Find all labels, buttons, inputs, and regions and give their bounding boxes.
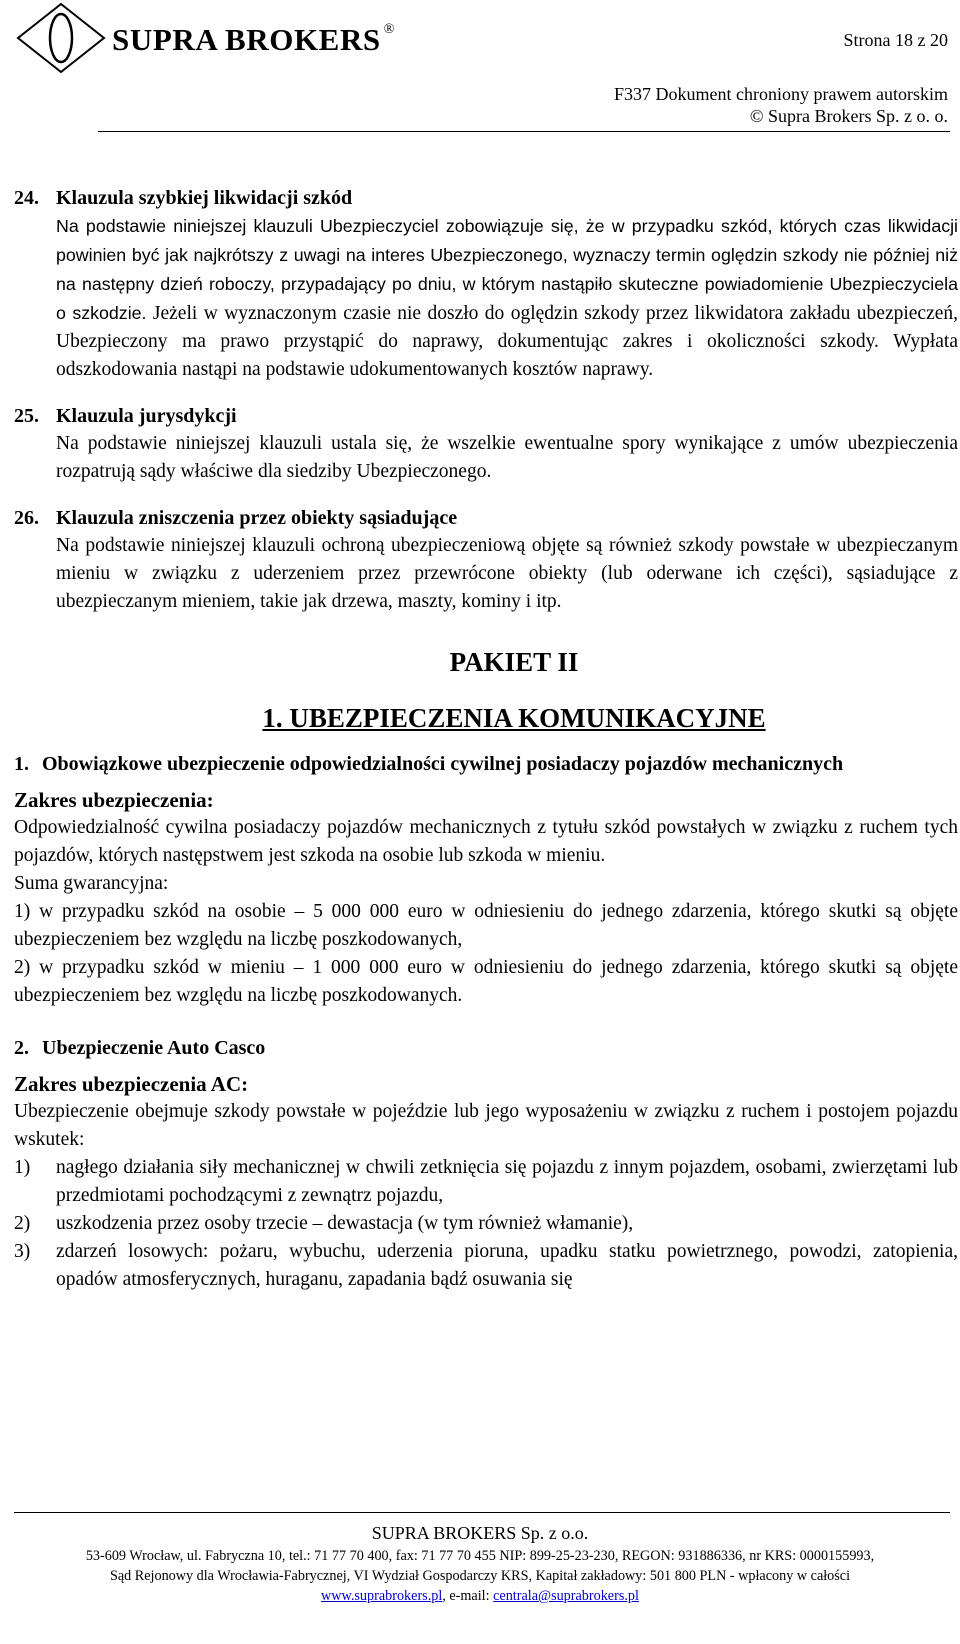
oc-sum-label: Suma gwarancyjna: <box>14 873 169 894</box>
list-item <box>14 1210 958 1238</box>
ac-scope-text: Ubezpieczenie obejmuje szkody powstałe w pojeździe lub jego wyposażeniu w związku z ruchem i postojem pojazdu wskutek: <box>14 1101 958 1150</box>
website-link[interactable]: www.suprabrokers.pl <box>321 1588 443 1604</box>
ac-scope-label: Zakres ubezpieczenia AC: <box>14 1072 249 1096</box>
list-item-text: zdarzeń losowych: pożaru, wybuchu, uderzenia pioruna, upadku statku powietrznego, powodzi, zatopienia, opadów atmosferycznych, huraganu, zapadania bądź osuwania się <box>56 1241 958 1290</box>
section-text: Na podstawie niniejszej klauzuli ustala się, że wszelkie ewentualne spory wynikające z umów ubezpieczenia rozpatrują sądy właściwe dla siedziby Ubezpieczonego. <box>56 433 958 482</box>
section-25 <box>14 402 958 486</box>
page-footer <box>0 1520 960 1606</box>
oc-sum-item: 2) w przypadku szkód w mieniu – 1 000 000 euro w odniesieniu do jednego zdarzenia, którego skutki są objęte ubezpieczeniem bez względu na liczbę poszkodowanych. <box>14 957 958 1006</box>
oc-scope-text: Odpowiedzialność cywilna posiadaczy pojazdów mechanicznych z tytułu szkód powstałych w związku z ruchem tych pojazdów, których następstwem jest szkoda na osobie lub szkoda w mieniu. <box>14 817 958 866</box>
copyright-notice: F337 Dokument chroniony prawem autorskim <box>614 84 948 104</box>
section-title <box>14 402 958 430</box>
pakiet-title: PAKIET II <box>449 647 579 677</box>
email-link[interactable]: centrala@suprabrokers.pl <box>493 1588 639 1604</box>
footer-divider <box>14 1512 950 1513</box>
section-number: 25. <box>14 405 39 427</box>
list-item-text: nagłego działania siły mechanicznej w chwili zetknięcia się pojazdu z innym pojazdem, osobami, zwierzętami lub przedmiotami pochodzącymi z zewnątrz pojazdu, <box>56 1157 958 1206</box>
list-item <box>14 1154 958 1210</box>
list-item-number: 2) <box>14 1213 31 1234</box>
oc-number: 1. <box>14 753 29 775</box>
page-number: Strona 18 z 20 <box>843 30 948 50</box>
supra-logo-icon <box>14 2 108 74</box>
insurance-category-title: 1. UBEZPIECZENIA KOMUNIKACYJNE <box>262 703 766 733</box>
ac-number: 2. <box>14 1037 29 1059</box>
section-heading: Klauzula szybkiej likwidacji szkód <box>56 187 353 209</box>
ac-heading: Ubezpieczenie Auto Casco <box>42 1037 266 1059</box>
oc-scope-label: Zakres ubezpieczenia: <box>14 788 214 812</box>
section-heading: Klauzula zniszczenia przez obiekty sąsiadujące <box>56 507 458 529</box>
section-text-serif: Jeżeli w wyznaczonym czasie nie doszło do oględzin szkody przez likwidatora zakładu ubezpieczeń, Ubezpieczony ma prawo przystąpić do naprawy, dokumentując zakres i okoliczności szkody. Wypłata odszkodowania nastąpi na podstawie udokumentowanych kosztów naprawy. <box>56 303 959 380</box>
section-text: Na podstawie niniejszej klauzuli ochroną ubezpieczeniową objęte są również szkody powstałe w ubezpieczanym mieniu w związku z uderzeniem przez przewrócone obiekty (lub oderwane ich części), sąsiadujące z ubezpieczanym mieniem, takie jak drzewa, maszty, kominy i itp. <box>56 535 958 612</box>
section-title <box>14 184 958 212</box>
oc-heading: Obowiązkowe ubezpieczenie odpowiedzialności cywilnej posiadaczy pojazdów mechanicznych <box>42 753 844 775</box>
ac-title <box>14 1034 958 1062</box>
list-item-number: 3) <box>14 1241 31 1262</box>
section-heading: Klauzula jurysdykcji <box>56 405 237 427</box>
section-26 <box>14 504 958 616</box>
email-label: , e-mail: <box>442 1588 494 1604</box>
list-item-number: 1) <box>14 1157 31 1178</box>
footer-address: 53-609 Wrocław, ul. Fabryczna 10, tel.: 71 77 70 400, fax: 71 77 70 455 NIP: 899-25-23-230, REGON: 931886336, nr KRS: 0000155993, <box>85 1548 875 1564</box>
footer-company: SUPRA BROKERS Sp. z o.o. <box>371 1523 589 1543</box>
document-body <box>14 184 958 1294</box>
section-text-sans: Na podstawie niniejszej klauzuli Ubezpieczyciel zobowiązuje się, że w przypadku szkód, których czas likwidacji powinien być jak najkrótszy z uwagi na interes Ubezpieczonego, wyznaczy termin oględzin szkody nie później niż na następny dzień roboczy, przypadający po dniu, w którym nastąpiło skuteczne powiadomienie Ubezpieczyciela o szkodzie. <box>56 216 958 323</box>
oc-title <box>14 750 958 778</box>
section-title <box>14 504 958 532</box>
section-text <box>56 212 958 384</box>
list-item-text: uszkodzenia przez osoby trzecie – dewastacja (w tym również włamanie), <box>56 1213 634 1234</box>
oc-sum-item: 1) w przypadku szkód na osobie – 5 000 000 euro w odniesieniu do jednego zdarzenia, którego skutki są objęte ubezpieczeniem bez względu na liczbę poszkodowanych, <box>14 901 958 950</box>
section-number: 26. <box>14 507 39 529</box>
section-24 <box>14 184 958 384</box>
footer-contact <box>0 1586 960 1606</box>
registered-mark: ® <box>383 21 396 37</box>
list-item <box>14 1238 958 1294</box>
copyright-owner: © Supra Brokers Sp. z o. o. <box>749 106 948 126</box>
footer-registration: Sąd Rejonowy dla Wrocławia-Fabrycznej, VI Wydział Gospodarczy KRS, Kapitał zakładowy: 501 800 PLN - wpłacony w całości <box>109 1568 851 1584</box>
section-number: 24. <box>14 187 39 209</box>
header-divider <box>98 131 950 132</box>
brand-name: SUPRA BROKERS ® <box>112 21 396 57</box>
page-header <box>0 0 960 130</box>
